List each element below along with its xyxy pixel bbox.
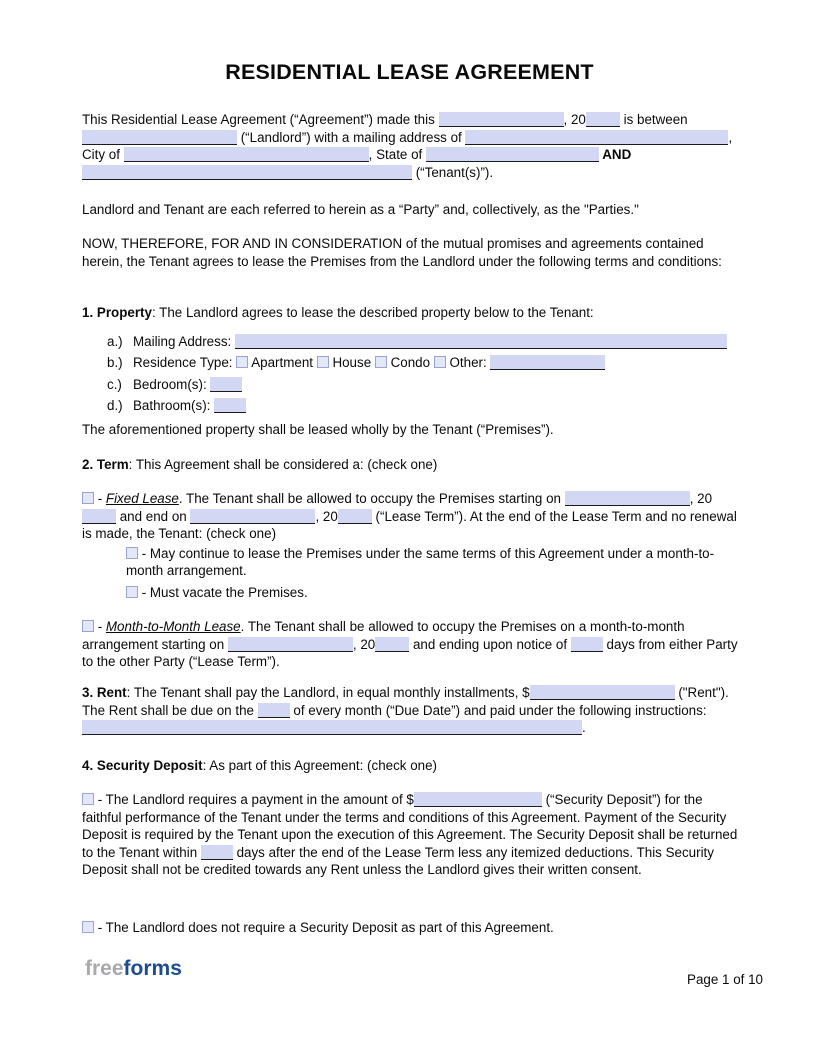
field-fixed-end-date[interactable]: [190, 509, 315, 524]
text-run: Apartment: [248, 355, 317, 371]
text-run: ("Rent"). The Rent shall be due on the: [82, 685, 729, 718]
fixed-lease-option-continue: [126, 545, 724, 580]
fixed-lease-label: Fixed Lease: [105, 491, 179, 506]
text-run: , City of: [82, 129, 733, 163]
field-mtm-start-date[interactable]: [228, 637, 353, 652]
text-run: -: [94, 491, 106, 506]
text-run: Residence Type:: [133, 355, 237, 371]
property-item-mailing-address: [107, 331, 738, 352]
text-run: , State of: [368, 147, 426, 163]
intro-paragraph: [82, 111, 739, 181]
text-run: - May continue to lease the Premises under the same terms of this Agreement under a month-to-month arrangement.: [126, 545, 715, 579]
section-number-security-deposit: 4. Security Deposit: [82, 758, 203, 773]
security-deposit-heading: [82, 757, 739, 775]
text-run: and ending upon notice of: [409, 636, 571, 652]
section-number-rent: 3. Rent: [82, 685, 127, 700]
text-run: This Residential Lease Agreement (“Agreement”) made this: [82, 112, 435, 127]
item-label: d.): [107, 398, 123, 414]
text-run: Other:: [445, 355, 491, 371]
text-run: : This Agreement shall be considered a: (check one): [128, 457, 438, 472]
field-fixed-start-date[interactable]: [565, 491, 690, 506]
consideration-paragraph: [82, 235, 739, 270]
text-run: Bathroom(s):: [133, 398, 215, 414]
field-other-residence-type[interactable]: [490, 355, 605, 370]
text-run: Condo: [386, 355, 434, 371]
section-number-property: 1. Property: [82, 305, 152, 320]
property-heading: [82, 304, 739, 322]
field-deposit-return-days[interactable]: [201, 845, 233, 860]
field-tenant-name[interactable]: [82, 165, 412, 180]
text-run: days after the end of the Lease Term less any itemized deductions. This Security Deposit shall not be credited towards any Rent unless the Landlord gives their written consent.: [82, 844, 714, 878]
rent-paragraph: [82, 684, 739, 737]
text-run: - The Landlord does not require a Security Deposit as part of this Agreement.: [94, 920, 554, 935]
checkbox-apartment[interactable]: [236, 356, 248, 368]
and-label: AND: [599, 147, 632, 163]
text-run: : The Landlord agrees to lease the described property below to the Tenant:: [151, 305, 594, 320]
text-run: .: [582, 720, 586, 736]
field-payment-instructions[interactable]: [82, 720, 582, 735]
fixed-lease-option-vacate: [126, 584, 724, 602]
field-bedrooms[interactable]: [210, 377, 242, 392]
field-rent-due-day[interactable]: [258, 703, 290, 718]
item-label: a.): [107, 334, 123, 349]
item-label: b.): [107, 355, 123, 371]
field-agreement-day[interactable]: [439, 112, 564, 127]
premises-paragraph: [82, 421, 739, 439]
text-run: days from either Party to the other Party (“Lease Term”).: [82, 636, 738, 670]
text-run: , 20: [689, 491, 713, 506]
field-landlord-name[interactable]: [82, 130, 237, 145]
text-run: : As part of this Agreement: (check one): [202, 758, 438, 773]
parties-paragraph: [82, 201, 739, 219]
text-run: , 20: [563, 112, 586, 127]
checkbox-other[interactable]: [434, 356, 446, 368]
checkbox-security-deposit-required[interactable]: [82, 793, 94, 805]
text-run: Landlord and Tenant are each referred to herein as a “Party” and, collectively, as the "Parties.": [82, 202, 639, 217]
text-run: : The Tenant shall pay the Landlord, in equal monthly installments, $: [126, 685, 530, 700]
text-run: of every month (“Due Date”) and paid under the: [289, 702, 580, 718]
text-run: , 20: [315, 508, 338, 524]
text-run: , 20: [352, 636, 376, 652]
section-number-term: 2. Term: [82, 457, 129, 472]
text-run: . The Tenant shall be allowed to occupy the Premises starting on: [178, 491, 565, 506]
checkbox-continue-month-to-month[interactable]: [126, 547, 138, 559]
text-run: - The Landlord requires a payment in the amount of $: [94, 792, 414, 807]
checkbox-no-security-deposit[interactable]: [82, 921, 94, 933]
text-run: House: [328, 355, 375, 371]
field-notice-days[interactable]: [571, 637, 603, 652]
property-list: [107, 331, 738, 417]
checkbox-house[interactable]: [317, 356, 329, 368]
text-run: (“Tenant(s)”).: [412, 164, 494, 180]
term-heading: [82, 456, 739, 474]
field-rent-amount[interactable]: [530, 685, 675, 700]
property-item-residence-type: [107, 352, 738, 373]
checkbox-must-vacate[interactable]: [126, 586, 138, 598]
item-label: c.): [107, 376, 122, 392]
field-state[interactable]: [426, 147, 599, 162]
logo-forms-text: forms: [123, 957, 182, 980]
checkbox-condo[interactable]: [375, 356, 387, 368]
month-to-month-label: Month-to-Month Lease: [105, 619, 241, 634]
fixed-lease-block: [82, 490, 739, 602]
month-to-month-paragraph: [82, 618, 739, 671]
field-fixed-end-year[interactable]: [338, 509, 372, 524]
text-run: Mailing Address:: [133, 334, 235, 349]
field-city[interactable]: [124, 147, 369, 162]
freeforms-logo: [85, 957, 182, 981]
page-number: Page 1 of 10: [687, 972, 763, 987]
checkbox-month-to-month-lease[interactable]: [82, 620, 94, 632]
security-deposit-required-paragraph: [82, 791, 739, 879]
field-bathrooms[interactable]: [214, 398, 246, 413]
field-mtm-start-year[interactable]: [375, 637, 409, 652]
text-run: following instructions:: [579, 702, 711, 718]
text-run: between: [637, 112, 692, 127]
property-item-bedrooms: [107, 374, 738, 395]
field-security-deposit-amount[interactable]: [414, 792, 542, 807]
text-run: . The Tenant shall be allowed to occupy the Premises on a month-to-month arrangement starting on: [82, 619, 685, 652]
text-run: The aforementioned property shall be leased wholly by the Tenant (“Premises”).: [82, 422, 554, 437]
text-run: Bedroom(s):: [133, 376, 211, 392]
field-fixed-start-year[interactable]: [82, 509, 116, 524]
property-item-bathrooms: [107, 395, 738, 416]
no-security-deposit-paragraph: [82, 919, 739, 937]
text-run: -: [94, 619, 106, 634]
field-landlord-mailing-address[interactable]: [465, 130, 728, 145]
field-property-mailing-address[interactable]: [235, 334, 727, 349]
text-run: and end on: [116, 508, 191, 524]
text-run: - Must vacate the Premises.: [138, 584, 308, 600]
text-run: is: [619, 112, 637, 127]
checkbox-fixed-lease[interactable]: [82, 492, 94, 504]
text-run: (“Landlord”) with a mailing address of: [237, 129, 466, 145]
text-run: NOW, THEREFORE, FOR AND IN CONSIDERATION of the mutual promises and agreements contained herein, the Tenant agrees to lease the Premises from the Landlord under the following terms and conditions:: [82, 236, 722, 269]
field-agreement-year[interactable]: [586, 112, 620, 127]
page-title: RESIDENTIAL LEASE AGREEMENT: [225, 60, 594, 84]
fixed-lease-paragraph: [82, 490, 739, 543]
text-run: (“Security Deposit”) for the faithful performance of the Tenant under the terms and conditions of this Agreement. Payment of the Security Deposit is required by the Tenant upon the execution of this Agreement. The Security Deposit shall be returned to the Tenant within: [82, 792, 738, 860]
logo-free-text: free: [85, 957, 124, 980]
text-run: (“Lease Term”). At the end of the Lease Term and no renewal is made, the Tenant: (check one): [82, 508, 737, 542]
